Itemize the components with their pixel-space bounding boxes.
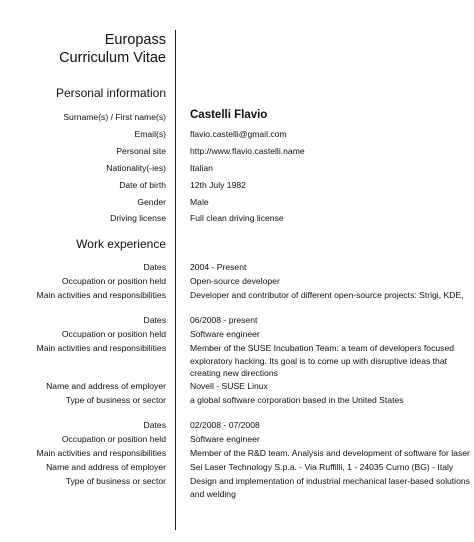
job2-occupation: Software engineer xyxy=(190,329,260,339)
job2-activities-line: creating new directions xyxy=(190,368,278,379)
job2-activities-line: Member of the SUSE Incubation Team: a team of developers focused xyxy=(190,343,455,353)
job2-dates-label: Dates xyxy=(143,315,166,325)
job3-employer-label: Name and address of employer xyxy=(46,462,166,472)
job3-business xyxy=(190,475,470,500)
job1-occupation-label: Occupation or position held xyxy=(61,276,166,286)
job3-occupation: Software engineer xyxy=(190,434,260,444)
job2-employer: Novell - SUSE Linux xyxy=(190,381,268,391)
label-name: Surname(s) / First name(s) xyxy=(63,112,166,122)
value-date-of-birth: 12th July 1982 xyxy=(190,180,246,190)
value-personal-site: http://www.flavio.castelli.name xyxy=(190,146,305,156)
job2-business: a global software corporation based in the United States xyxy=(190,395,404,405)
job1-dates: 2004 - Present xyxy=(190,262,247,272)
job2-activities xyxy=(190,342,454,380)
value-nationality: Italian xyxy=(190,163,213,173)
job1-occupation: Open-source developer xyxy=(190,276,280,286)
job2-activities-label: Main activities and responsibilities xyxy=(36,343,166,353)
section-heading-work: Work experience xyxy=(76,237,166,251)
value-email: flavio.castelli@gmail.com xyxy=(190,129,287,139)
job1-activities-label: Main activities and responsibilities xyxy=(36,290,166,300)
job3-business-line: Design and implementation of industrial mechanical laser-based solutions xyxy=(190,476,470,486)
section-heading-personal: Personal information xyxy=(55,86,166,100)
cv-title-line2: Curriculum Vitae xyxy=(59,50,166,66)
job2-activities-line: exploratory hacking. Its goal is to come up with disruptive ideas that xyxy=(190,355,447,366)
job2-employer-label: Name and address of employer xyxy=(46,381,166,391)
label-driving-license: Driving license xyxy=(110,213,166,223)
job1-activities: Developer and contributor of different open-source projects: Strigi, KDE, xyxy=(190,290,464,300)
value-driving-license: Full clean driving license xyxy=(190,213,284,223)
job3-activities: Member of the R&D team. Analysis and development of software for laser xyxy=(190,448,470,458)
label-email: Email(s) xyxy=(134,129,166,139)
label-gender: Gender xyxy=(137,197,166,207)
job3-dates: 02/2008 - 07/2008 xyxy=(190,420,260,430)
label-nationality: Nationality(-ies) xyxy=(106,163,166,173)
job3-business-line: and welding xyxy=(190,488,236,499)
value-name: Castelli Flavio xyxy=(190,109,268,121)
cv-title-line1: Europass xyxy=(104,32,166,48)
job3-employer: Sei Laser Technology S.p.a. - Via Ruffilli, 1 - 24035 Curno (BG) - Italy xyxy=(190,462,454,472)
value-gender: Male xyxy=(190,197,209,207)
job3-dates-label: Dates xyxy=(143,420,166,430)
job2-occupation-label: Occupation or position held xyxy=(61,329,166,339)
job2-dates: 06/2008 - present xyxy=(190,315,258,325)
job3-activities-label: Main activities and responsibilities xyxy=(36,448,166,458)
job3-occupation-label: Occupation or position held xyxy=(61,434,166,444)
job1-dates-label: Dates xyxy=(143,262,166,272)
label-personal-site: Personal site xyxy=(116,146,166,156)
job3-business-label: Type of business or sector xyxy=(65,476,166,486)
column-divider xyxy=(175,30,176,530)
job2-business-label: Type of business or sector xyxy=(65,395,166,405)
label-date-of-birth: Date of birth xyxy=(119,180,166,190)
